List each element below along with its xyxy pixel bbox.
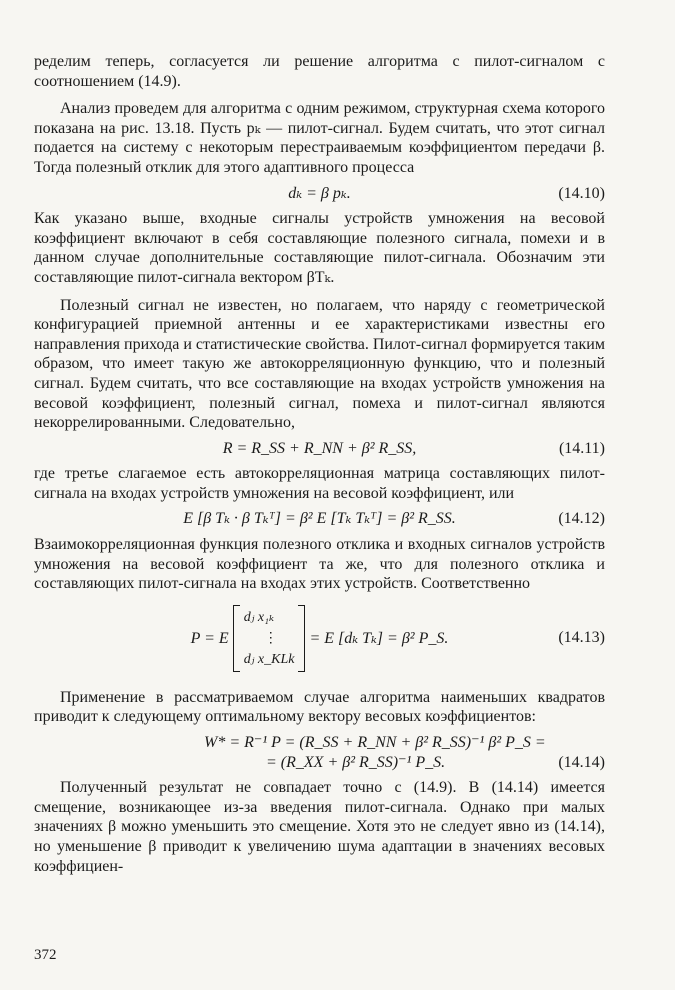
equation-number: (14.10): [558, 184, 605, 202]
page-number: 372: [34, 947, 57, 963]
paragraph-2: Анализ проведем для алгоритма с одним режимом, структурная схема которого показана на рис. 13.18. Пусть pₖ — пилот-сигнал. Будем считать, что этот сигнал подается на систему с некоторым перестраиваемым коэффициентом передачи β. Тогда полезный отклик для этого адаптивного процесса: [34, 100, 605, 176]
equation-14-12: [34, 509, 605, 529]
equation-rhs: = E [dₖ Tₖ] = β² P_S.: [309, 630, 449, 648]
equation-line-2: = (R_XX + β² R_SS)⁻¹ P_S.: [266, 753, 446, 771]
equation-body: dₖ = β pₖ.: [288, 184, 351, 202]
equation-body: R = R_SS + R_NN + β² R_SS,: [222, 439, 417, 457]
vector-row-3: dⱼ x_KLk: [243, 652, 295, 668]
paragraph-5: где третье слагаемое есть автокорреляционная матрица составляющих пилот-сигнала на входах устройств умножения на весовой коэффициент, или: [34, 465, 605, 502]
paragraph-8: Полученный результат не совпадает точно с (14.9). В (14.14) имеется смещение, возникающее из-за введения пилот-сигнала. Однако при малых значениях β можно уменьшить это смещение. Хотя это не следует явно из (14.14), но уменьшение β приводит к увеличению шума адаптации в значениях весовых коэффициен-: [34, 779, 605, 875]
equation-number: (14.12): [558, 510, 605, 528]
equation-lhs: P = E: [190, 630, 229, 648]
vector-row-1: dⱼ x₁ₖ: [243, 610, 275, 626]
equation-body: E [β Tₖ · β Tₖᵀ] = β² E [Tₖ Tₖᵀ] = β² R_SS.: [183, 510, 456, 528]
equation-14-14: [34, 733, 605, 772]
equation-number: (14.13): [558, 628, 605, 646]
equation-14-11: [34, 439, 605, 459]
paragraph-1: ределим теперь, согласуется ли решение алгоритма с пилот-сигналом с соотношением (14.9).: [34, 53, 605, 90]
paragraph-7: Применение в рассматриваемом случае алгоритма наименьших квадратов приводит к следующему оптимальному вектору весовых коэффициентов:: [34, 688, 605, 726]
equation-line-1: W* = R⁻¹ P = (R_SS + R_NN + β² R_SS)⁻¹ β² P_S =: [204, 734, 546, 752]
paragraph-6: Взаимокорреляционная функция полезного отклика и входных сигналов устройств умножения на весовой коэффициент та же, что для полезного отклика и составляющих пилот-сигнала на входах этих устройств. Соответственно: [34, 536, 605, 593]
equation-number: (14.11): [558, 439, 605, 457]
equation-14-10: [34, 184, 605, 204]
equation-number: (14.14): [558, 754, 605, 772]
equation-14-13: [34, 602, 605, 676]
vector-row-2: ⋮: [263, 631, 278, 647]
column-vector: [233, 605, 306, 672]
paragraph-3: Как указано выше, входные сигналы устройств умножения на весовой коэффициент включают в себя составляющие полезного сигнала, помехи и в данном случае дополнительные составляющие пилот-сигнала. Обозначим эти составляющие пилот-сигнала вектором βTₖ.: [34, 210, 605, 286]
paragraph-4: Полезный сигнал не известен, но полагаем, что наряду с геометрической конфигурацией приемной антенны и ее характеристиками известны его направления прихода и статистические свойства. Пилот-сигнал формируется таким образом, что имеет такую же автокорреляционную функцию, что и полезный сигнал. Будем считать, что все составляющие на входах устройств умножения на весовой коэффициент, полезный сигнал, помеха и пилот-сигнал являются некоррелированными. Следовательно,: [34, 296, 605, 432]
